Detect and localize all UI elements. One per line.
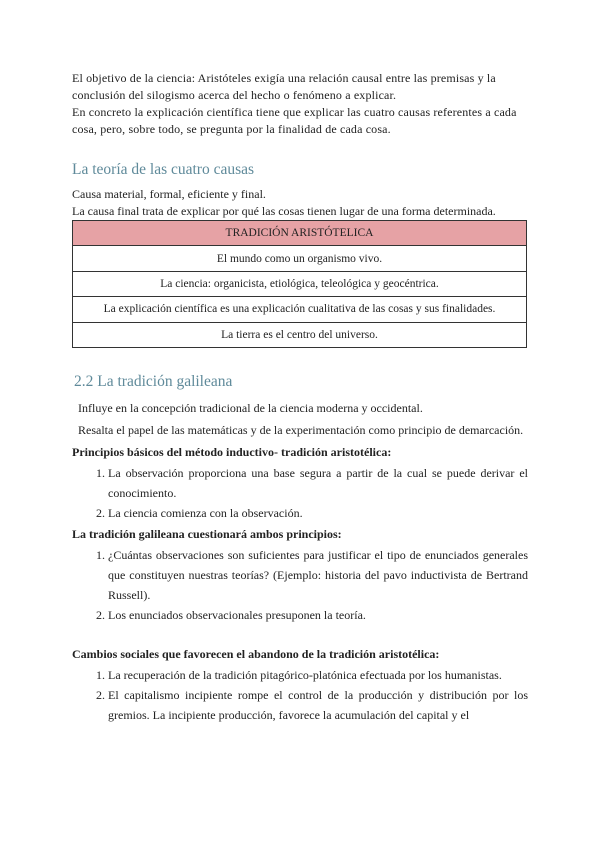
table-cell: La explicación científica es una explicación cualitativa de las cosas y sus finalidades. [73, 297, 527, 322]
causas-paragraph-1: Causa material, formal, eficiente y final. [72, 187, 266, 201]
table-cell: La tierra es el centro del universo. [73, 322, 527, 347]
intro-section [72, 70, 528, 138]
intro-paragraph-2: En concreto la explicación científica tiene que explicar las cuatro causas referentes a cada cosa, pero, sobre todo, se pregunta por la finalidad de cada cosa. [72, 105, 517, 136]
cambios-list [72, 665, 528, 725]
tradicion-aristotelica-table [72, 220, 527, 348]
table-cell: La ciencia: organicista, etiológica, teleológica y geocéntrica. [73, 271, 527, 296]
table-row [73, 271, 527, 296]
table-row [73, 246, 527, 271]
list-item: 2. El capitalismo incipiente rompe el control de la producción y distribución por los gremios. La incipiente producción, favorece la acumulación del capital y el [108, 685, 528, 725]
cambios-title: Cambios sociales que favorecen el abandono de la tradición aristotélica: [72, 646, 440, 661]
cuestiona-title: La tradición galileana cuestionará ambos principios: [72, 526, 342, 541]
galileana-section [72, 397, 528, 725]
list-item: 2. Los enunciados observacionales presuponen la teoría. [108, 605, 528, 625]
heading-tradicion-galileana: 2.2 La tradición galileana [74, 372, 233, 390]
principios-title: Principios básicos del método inductivo- tradición aristotélica: [72, 444, 392, 459]
galileana-paragraph-2: Resalta el papel de las matemáticas y de la experimentación como principio de demarcación. [78, 422, 524, 437]
list-item: 1. La recuperación de la tradición pitagórico-platónica efectuada por los humanistas. [108, 665, 528, 685]
cuestiona-list [72, 545, 528, 625]
table-row [73, 322, 527, 347]
table-row [73, 297, 527, 322]
causas-paragraph-2: La causa final trata de explicar por qué las cosas tienen lugar de una forma determinada. [72, 204, 496, 218]
table-cell: El mundo como un organismo vivo. [73, 246, 527, 271]
table-header-row [73, 221, 527, 246]
galileana-paragraph-1: Influye en la concepción tradicional de la ciencia moderna y occidental. [78, 400, 423, 415]
table-header-cell: TRADICIÓN ARISTÓTELICA [73, 221, 527, 246]
list-item: 1. La observación proporciona una base segura a partir de la cual se puede derivar el conocimiento. [108, 463, 528, 503]
list-item: 1. ¿Cuántas observaciones son suficientes para justificar el tipo de enunciados generales que constituyen nuestras teorías? (Ejemplo: historia del pavo inductivista de Bertrand Russell). [108, 545, 528, 605]
principios-list [72, 463, 528, 523]
list-item: 2. La ciencia comienza con la observación. [108, 503, 528, 523]
intro-paragraph-1: El objetivo de la ciencia: Aristóteles exigía una relación causal entre las premisas y la conclusión del silogismo acerca del hecho o fenómeno a explicar. [72, 71, 496, 102]
spacer [72, 625, 528, 643]
heading-cuatro-causas: La teoría de las cuatro causas [72, 161, 255, 178]
document-page [72, 70, 528, 725]
